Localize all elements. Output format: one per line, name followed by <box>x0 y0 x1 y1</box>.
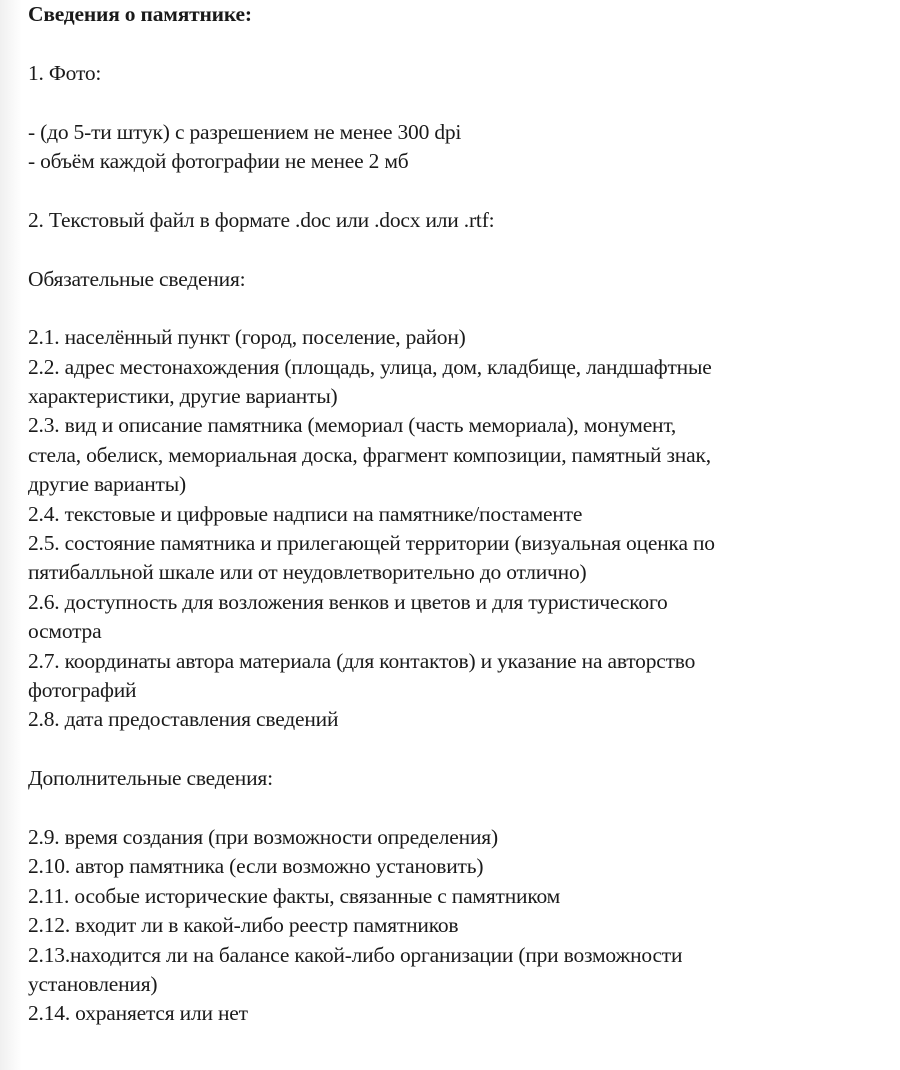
list-item-continuation: характеристики, другие варианты) <box>28 384 338 409</box>
list-item-continuation: фотографий <box>28 677 137 702</box>
list-item: 2.2. адрес местонахождения (площадь, улица, дом, кладбище, ландшафтные <box>28 354 712 379</box>
list-item: 2.7. координаты автора материала (для контактов) и указание на авторство <box>28 648 696 673</box>
list-item-continuation: другие варианты) <box>28 472 186 497</box>
list-item-continuation: установления) <box>28 971 158 996</box>
list-item-continuation: стела, обелиск, мемориальная доска, фрагмент композиции, памятный знак, <box>28 442 711 467</box>
list-item: 2.6. доступность для возложения венков и цветов и для туристического <box>28 589 668 614</box>
list-item: 2.12. входит ли в какой-либо реестр памятников <box>28 913 459 938</box>
blank-line <box>28 29 888 58</box>
required-heading: Обязательные сведения: <box>28 266 246 291</box>
list-item: 2.9. время создания (при возможности определения) <box>28 824 498 849</box>
additional-heading: Дополнительные сведения: <box>28 766 273 791</box>
document-title: Сведения о памятнике: <box>28 2 252 26</box>
blank-line <box>28 88 888 117</box>
document-body <box>28 0 888 1029</box>
list-item: 2.4. текстовые и цифровые надписи на памятнике/постаменте <box>28 501 583 526</box>
list-item: 2.13.находится ли на балансе какой-либо организации (при возможности <box>28 942 683 967</box>
list-item: 2.8. дата предоставления сведений <box>28 707 339 732</box>
text-file-heading: 2. Текстовый файл в формате .doc или .docx или .rtf: <box>28 207 495 232</box>
blank-line <box>28 735 888 764</box>
photo-requirement: - объём каждой фотографии не менее 2 мб <box>28 148 409 173</box>
page-edge <box>0 0 22 1070</box>
photo-heading: 1. Фото: <box>28 60 102 85</box>
additional-list <box>28 823 888 1029</box>
list-item: 2.1. населённый пункт (город, поселение, район) <box>28 325 466 350</box>
list-item: 2.3. вид и описание памятника (мемориал (часть мемориала), монумент, <box>28 413 677 438</box>
list-item: 2.10. автор памятника (если возможно установить) <box>28 854 484 879</box>
photo-requirement: - (до 5-ти штук) с разрешением не менее 300 dpi <box>28 119 462 144</box>
blank-line <box>28 176 888 205</box>
list-item-continuation: осмотра <box>28 619 102 644</box>
list-item: 2.11. особые исторические факты, связанные с памятником <box>28 883 561 908</box>
list-item-continuation: пятибалльной шкале или от неудовлетворительно до отлично) <box>28 560 587 585</box>
required-list <box>28 323 888 734</box>
blank-line <box>28 294 888 323</box>
list-item: 2.14. охраняется или нет <box>28 1001 248 1026</box>
blank-line <box>28 794 888 823</box>
blank-line <box>28 235 888 264</box>
list-item: 2.5. состояние памятника и прилегающей территории (визуальная оценка по <box>28 531 715 556</box>
